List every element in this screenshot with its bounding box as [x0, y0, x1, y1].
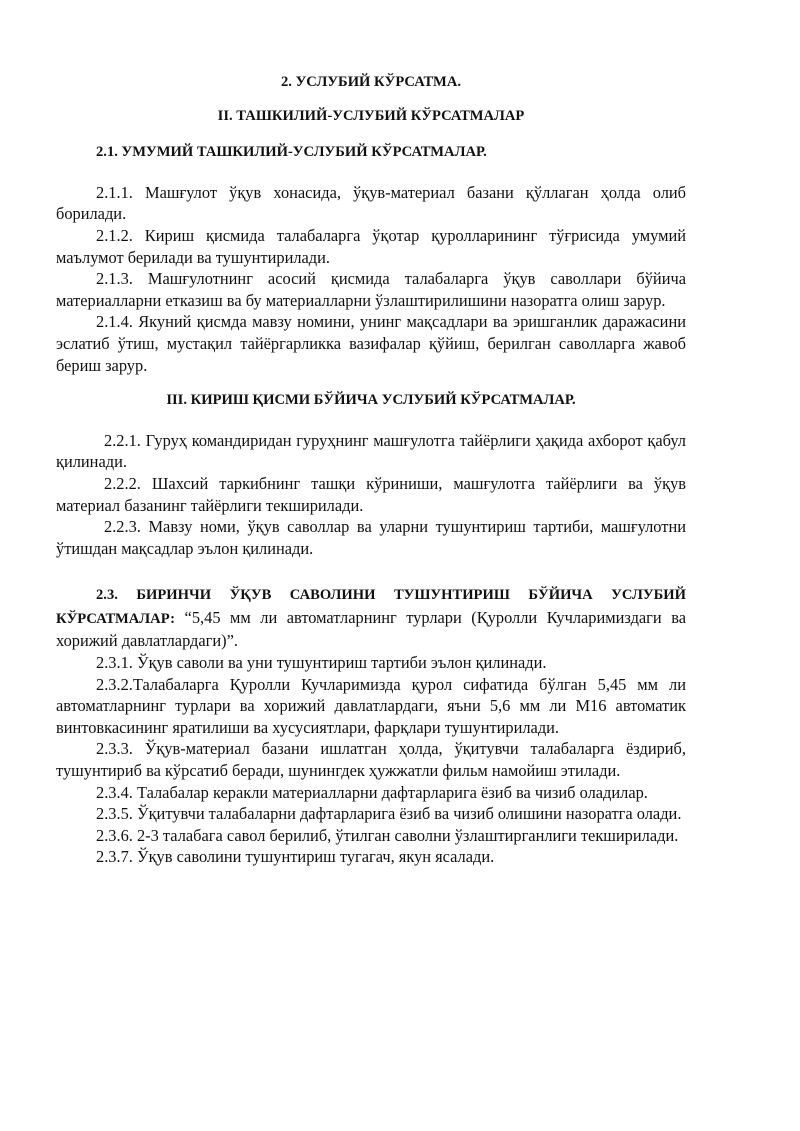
paragraph-2-3-3: 2.3.3. Ўқув-материал базани ишлатган ҳолда, ўқитувчи талабаларга ёздириб, тушунтириб ва кўрсатиб беради, шунингдек ҳужжатли фильм намойиш этилади. [56, 739, 686, 781]
section-2-3-heading [56, 583, 686, 652]
paragraph-2-1-2: 2.1.2. Кириш қисмида талабаларга ўқотар қуролларининг тўғрисида умумий маълумот берилади ва тушунтирилади. [56, 225, 686, 267]
section-iii-heading: III. КИРИШ ҚИСМИ БЎЙИЧА УСЛУБИЙ КЎРСАТМАЛАР. [166, 392, 576, 409]
paragraph-2-3-7: 2.3.7. Ўқув саволини тушунтириш тугагач, якун ясалади. [96, 847, 495, 867]
paragraph-2-1-1: 2.1.1. Машғулот ўқув хонасида, ўқув-материал базани қўллаган ҳолда олиб борилади. [56, 182, 686, 224]
paragraph-2-3-5: 2.3.5. Ўқитувчи талабаларни дафтарларига ёзиб ва чизиб олишини назоратга олади. [96, 804, 682, 824]
section-2-3-heading-bold: 2.3. БИРИНЧИ ЎҚУВ САВОЛИНИ ТУШУНТИРИШ БЎЙИЧА УСЛУБИЙ КЎРСАТМАЛАР: [56, 587, 686, 627]
section-ii-heading: II. ТАШКИЛИЙ-УСЛУБИЙ КЎРСАТМАЛАР [217, 107, 525, 124]
paragraph-2-1-3: 2.1.3. Машғулотнинг асосий қисмида талабаларга ўқув саволлари бўйича материалларни етказиш ва бу материалларни ўзлаштирилишини назоратга олиш зарур. [56, 269, 686, 310]
paragraph-2-2-1: 2.2.1. Гуруҳ командиридан гуруҳнинг машғулотга тайёрлиги ҳақида ахборот қабул қилинади. [56, 430, 686, 472]
document-title: 2. УСЛУБИЙ КЎРСАТМА. [280, 74, 462, 90]
paragraph-2-3-4: 2.3.4. Талабалар керакли материалларни дафтарларига ёзиб ва чизиб оладилар. [96, 782, 648, 802]
document-page [56, 72, 686, 868]
section-2-3-topic: “5,45 мм ли автоматларнинг турлари (Қуролли Кучларимиздаги ва хорижий давлатлардаги)”. [56, 607, 686, 651]
paragraph-2-2-3: 2.2.3. Мавзу номи, ўқув саволлар ва уларни тушунтириш тартиби, машғулотни ўтишдан мақсадлар эълон қилинади. [56, 517, 686, 558]
paragraph-2-3-6: 2.3.6. 2-3 талабага савол берилиб, ўтилган саволни ўзлаштирганлиги текширилади. [96, 825, 679, 845]
paragraph-2-2-2: 2.2.2. Шахсий таркибнинг ташқи кўриниши, машғулотга тайёрлиги ва ўқув материал базанинг тайёрлиги текширилади. [56, 473, 686, 515]
paragraph-2-3-2: 2.3.2.Талабаларга Қуролли Кучларимизда қурол сифатида бўлган 5,45 мм ли автоматларнинг турлари ва хорижий давлатлардаги, яъни 5,6 мм ли М16 автоматик винтовкасининг яратилиши ва хусусиятлари, фарқлари тушунтирилади. [56, 674, 686, 737]
paragraph-2-3-1: 2.3.1. Ўқув саволи ва уни тушунтириш тартиби эълон қилинади. [96, 653, 547, 673]
section-2-1-heading: 2.1. УМУМИЙ ТАШКИЛИЙ-УСЛУБИЙ КЎРСАТМАЛАР. [96, 144, 487, 161]
paragraph-2-1-4: 2.1.4. Якуний қисмда мавзу номини, унинг мақсадлари ва эришганлик даражасини эслатиб ўтиш, мустақил тайёргарликка вазифалар қўйиш, берилган саволларга жавоб бериш зарур. [56, 312, 686, 375]
